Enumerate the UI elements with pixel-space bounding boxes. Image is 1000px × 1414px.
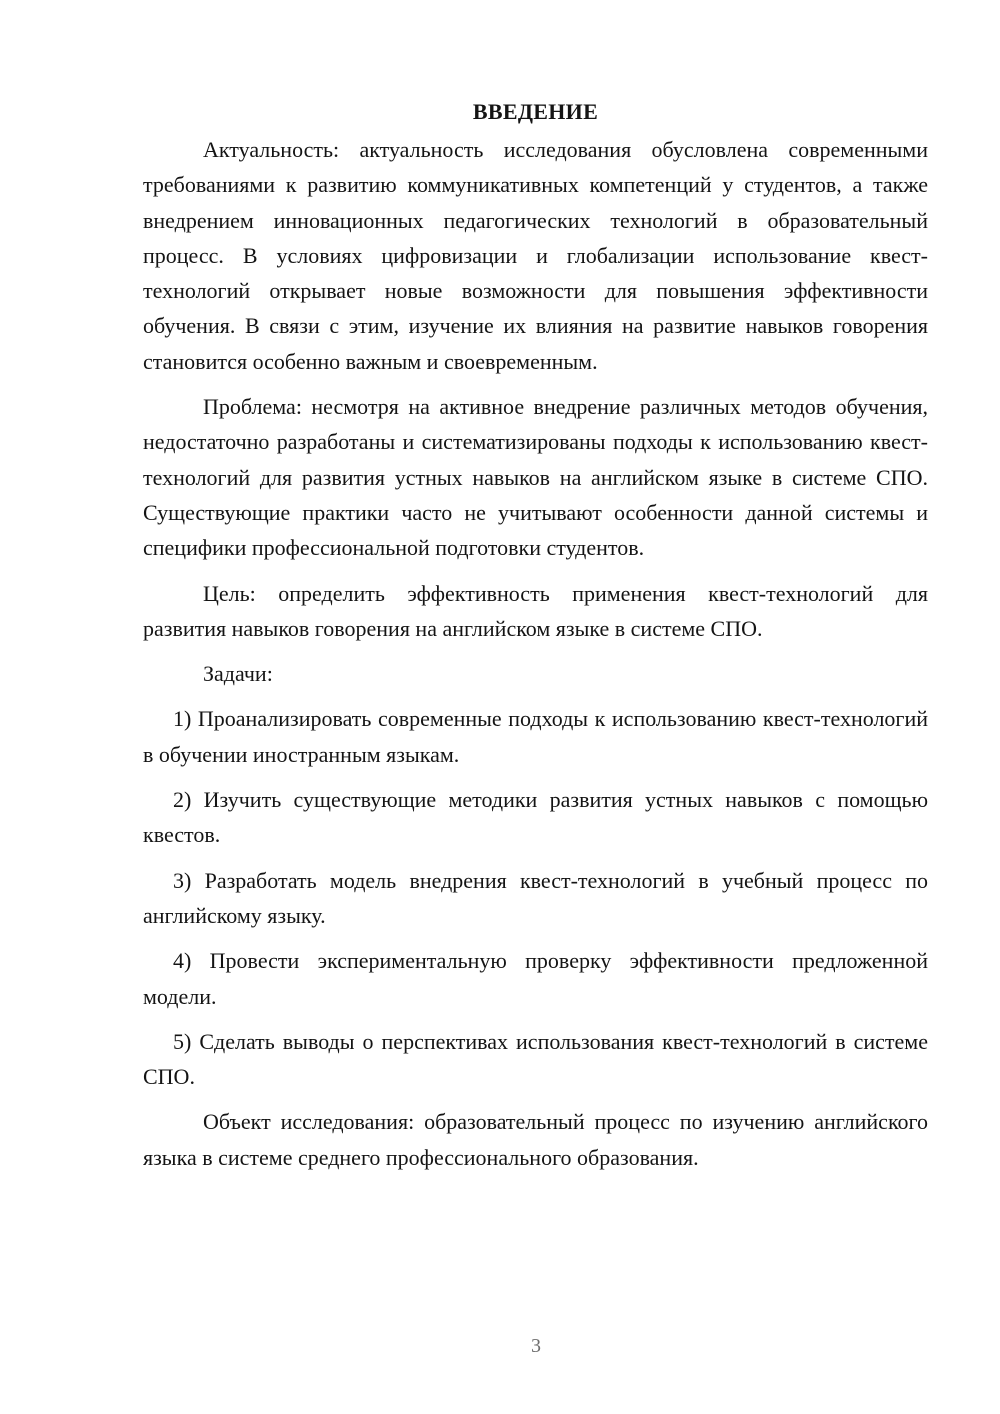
task-item-2: 2) Изучить существующие методики развития устных навыков с помощью квестов. xyxy=(143,787,928,848)
task-item-4: 4) Провести экспериментальную проверку эффективности предложенной модели. xyxy=(143,948,928,1009)
task-item-5: 5) Сделать выводы о перспективах использования квест-технологий в системе СПО. xyxy=(143,1028,928,1090)
page-number: 3 xyxy=(531,1335,541,1357)
task-item-1: 1) Проанализировать современные подходы к использованию квест-технологий в обучении иностранным языкам. xyxy=(143,706,928,767)
task-item-3: 3) Разработать модель внедрения квест-технологий в учебный процесс по английскому языку. xyxy=(143,867,928,928)
paragraph-object: Объект исследования: образовательный процесс по изучению английского языка в системе среднего профессионального образования. xyxy=(143,1109,928,1170)
page-content xyxy=(143,94,928,1185)
paragraph-problem: Проблема: несмотря на активное внедрение различных методов обучения, недостаточно разработаны и систематизированы подходы к использованию квест-технологий для развития устных навыков на английском языке в системе СПО. Существующие практики часто не учитывают особенности данной системы и специфики профессиональной подготовки студентов. xyxy=(143,394,928,561)
paragraph-relevance: Актуальность: актуальность исследования обусловлена современными требованиями к развитию коммуникативных компетенций у студентов, а также внедрением инновационных педагогических технологий в образовательный процесс. В условиях цифровизации и глобализации использование квест-технологий открывает новые возможности для повышения эффективности обучения. В связи с этим, изучение их влияния на развитие навыков говорения становится особенно важным и своевременным. xyxy=(143,137,928,374)
section-heading: ВВЕДЕНИЕ xyxy=(472,99,599,124)
tasks-heading: Задачи: xyxy=(203,661,273,687)
paragraph-goal: Цель: определить эффективность применения квест-технологий для развития навыков говорения на английском языке в системе СПО. xyxy=(143,580,928,641)
